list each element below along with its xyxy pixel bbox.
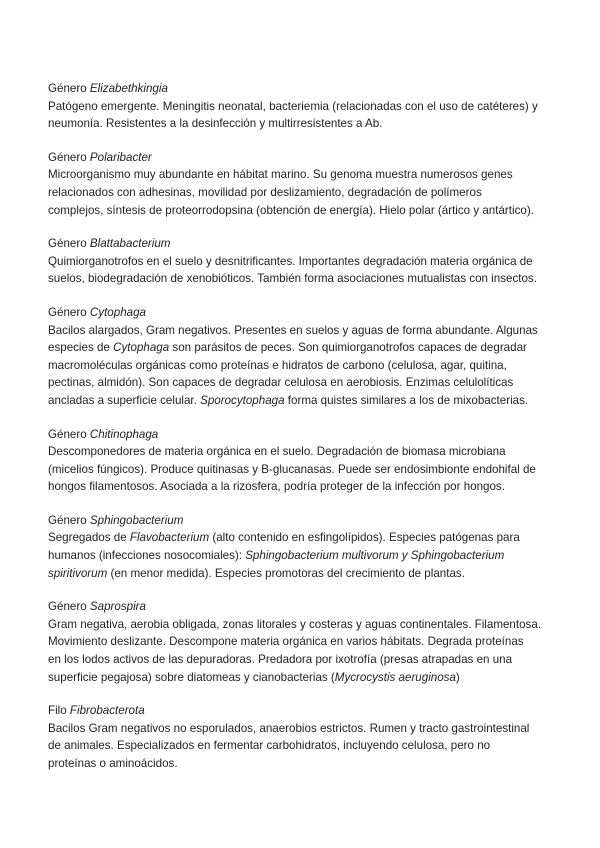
description-line bbox=[48, 184, 564, 202]
italic-taxon-text: Sporocytophaga bbox=[200, 393, 285, 407]
text-segment: pectinas, almidón). Son capaces de degradar celulosa en aerobiosis. Enzimas celulolíticas bbox=[48, 376, 514, 390]
description-line bbox=[48, 651, 564, 669]
text-segment: ancladas a superficie celular. bbox=[48, 393, 201, 407]
description-line bbox=[48, 339, 564, 357]
text-segment: de animales. Especializados en fermentar carbohidratos, incluyendo celulosa, pero no bbox=[48, 739, 491, 753]
description-line bbox=[48, 392, 564, 410]
italic-taxon-text: Cytophaga bbox=[113, 341, 170, 355]
description-line bbox=[48, 669, 564, 687]
description-line bbox=[48, 322, 564, 340]
taxon-name: Fibrobacterota bbox=[69, 704, 145, 718]
taxon-rank: Género bbox=[48, 513, 87, 527]
taxon-rank: Género bbox=[48, 82, 87, 95]
taxon-description bbox=[48, 720, 564, 773]
text-segment: Microorganismo muy abundante en hábitat marino. Su genoma muestra numerosos genes bbox=[48, 168, 513, 182]
taxon-description bbox=[48, 253, 564, 288]
taxon-name: Sphingobacterium bbox=[89, 513, 184, 527]
description-line bbox=[48, 755, 564, 773]
taxon-entry bbox=[48, 235, 564, 288]
italic-taxon-text: Sphingobacterium multivorum y Sphingobacterium bbox=[245, 549, 505, 563]
taxon-name: Saprospira bbox=[89, 600, 146, 614]
taxon-rank: Género bbox=[48, 427, 87, 441]
taxon-description bbox=[48, 322, 564, 410]
italic-taxon-text: spiritivorum bbox=[48, 566, 108, 580]
taxon-heading bbox=[48, 304, 564, 322]
description-line bbox=[48, 443, 564, 461]
taxon-entry bbox=[48, 426, 564, 496]
text-segment: (micelios fúngicos). Produce quitinasas y B-glucanasas. Puede ser endosimbionte endohifal de bbox=[48, 462, 536, 476]
taxon-entry bbox=[48, 80, 564, 133]
taxon-name: Polaribacter bbox=[89, 150, 152, 164]
text-segment: superficie pegajosa) sobre diatomeas y cianobacterias ( bbox=[48, 670, 335, 684]
taxon-heading bbox=[48, 512, 564, 530]
description-line bbox=[48, 202, 564, 220]
document-body bbox=[48, 80, 564, 789]
text-segment: Gram negativa, aerobia obligada, zonas litorales y costeras y aguas continentales. Filamentosa. bbox=[48, 617, 542, 631]
taxon-entry bbox=[48, 304, 564, 410]
taxon-heading bbox=[48, 598, 564, 616]
taxon-rank: Género bbox=[48, 150, 87, 164]
taxon-heading bbox=[48, 426, 564, 444]
taxon-description bbox=[48, 443, 564, 496]
description-line bbox=[48, 633, 564, 651]
text-segment: ) bbox=[455, 670, 460, 684]
taxon-rank: Género bbox=[48, 600, 87, 614]
text-segment: forma quistes similares a los de mixobacterias. bbox=[284, 393, 529, 407]
taxon-description bbox=[48, 98, 564, 133]
text-segment: neumonía. Resistentes a la desinfección y multirresistentes a Ab. bbox=[48, 117, 383, 131]
taxon-heading bbox=[48, 235, 564, 253]
description-line bbox=[48, 357, 564, 375]
text-segment: macromoléculas orgánicas como proteínas e hidratos de carbono (celulosa, agar, quitina, bbox=[48, 358, 507, 372]
text-segment: complejos, síntesis de proteorrodopsina (obtención de energía). Hielo polar (ártico y antártico). bbox=[48, 203, 534, 217]
taxon-name: Chitinophaga bbox=[89, 427, 159, 441]
text-segment: humanos (infecciones nosocomiales): bbox=[48, 549, 246, 563]
description-line bbox=[48, 374, 564, 392]
description-line bbox=[48, 166, 564, 184]
text-segment: especies de bbox=[48, 341, 114, 355]
taxon-heading bbox=[48, 149, 564, 167]
text-segment: (en menor medida). Especies promotoras del crecimiento de plantas. bbox=[107, 566, 465, 580]
description-line bbox=[48, 720, 564, 738]
text-segment: relacionados con adhesinas, movilidad por deslizamiento, degradación de polímeros bbox=[48, 185, 482, 199]
taxon-rank: Género bbox=[48, 305, 87, 319]
taxon-entry bbox=[48, 598, 564, 686]
text-segment: Movimiento deslizante. Descompone materia orgánica en varios hábitats. Degrada proteínas bbox=[48, 635, 524, 649]
taxon-name: Blattabacterium bbox=[89, 237, 171, 251]
description-line bbox=[48, 253, 564, 271]
text-segment: suelos, biodegradación de xenobióticos. También forma asociaciones mutualistas con insectos. bbox=[48, 272, 537, 286]
text-segment: proteínas o aminoácidos. bbox=[48, 757, 178, 770]
text-segment: Bacilos alargados, Gram negativos. Presentes en suelos y aguas de forma abundante. Algunas bbox=[48, 323, 538, 337]
description-line bbox=[48, 115, 564, 133]
taxon-entry bbox=[48, 702, 564, 772]
description-line bbox=[48, 547, 564, 565]
italic-taxon-text: Mycrocystis aeruginosa bbox=[334, 670, 456, 684]
taxon-heading bbox=[48, 80, 564, 98]
description-line bbox=[48, 478, 564, 496]
description-line bbox=[48, 98, 564, 116]
taxon-description bbox=[48, 166, 564, 219]
text-segment: (alto contenido en esfingolípidos). Especies patógenas para bbox=[209, 531, 520, 545]
taxon-entry bbox=[48, 149, 564, 219]
description-line bbox=[48, 565, 564, 583]
taxon-description bbox=[48, 529, 564, 582]
description-line bbox=[48, 737, 564, 755]
taxon-entry bbox=[48, 512, 564, 582]
description-line bbox=[48, 461, 564, 479]
taxon-rank: Género bbox=[48, 237, 87, 251]
text-segment: Segregados de bbox=[48, 531, 130, 545]
description-line bbox=[48, 270, 564, 288]
text-segment: Patógeno emergente. Meningitis neonatal, bacteriemia (relacionadas con el uso de catéteres) y bbox=[48, 99, 538, 113]
text-segment: en los lodos activos de las depuradoras. Predadora por ixotrofía (presas atrapadas en una bbox=[48, 653, 513, 667]
description-line bbox=[48, 529, 564, 547]
description-line bbox=[48, 616, 564, 634]
text-segment: Descomponedores de materia orgánica en el suelo. Degradación de biomasa microbiana bbox=[48, 445, 506, 459]
taxon-name: Cytophaga bbox=[89, 305, 146, 319]
text-segment: Quimiorganotrofos en el suelo y desnitrificantes. Importantes degradación materia orgánica de bbox=[48, 254, 533, 268]
text-segment: Bacilos Gram negativos no esporulados, anaerobios estrictos. Rumen y tracto gastrointestinal bbox=[48, 721, 530, 735]
taxon-heading bbox=[48, 702, 564, 720]
taxon-description bbox=[48, 616, 564, 686]
text-segment: hongos filamentosos. Asociada a la rizosfera, podría proteger de la infección por hongos. bbox=[48, 480, 505, 494]
taxon-name: Elizabethkingia bbox=[89, 82, 168, 95]
italic-taxon-text: Flavobacterium bbox=[129, 531, 210, 545]
text-segment: son parásitos de peces. Son quimiorganotrofos capaces de degradar bbox=[169, 341, 527, 355]
taxon-rank: Filo bbox=[48, 704, 67, 718]
